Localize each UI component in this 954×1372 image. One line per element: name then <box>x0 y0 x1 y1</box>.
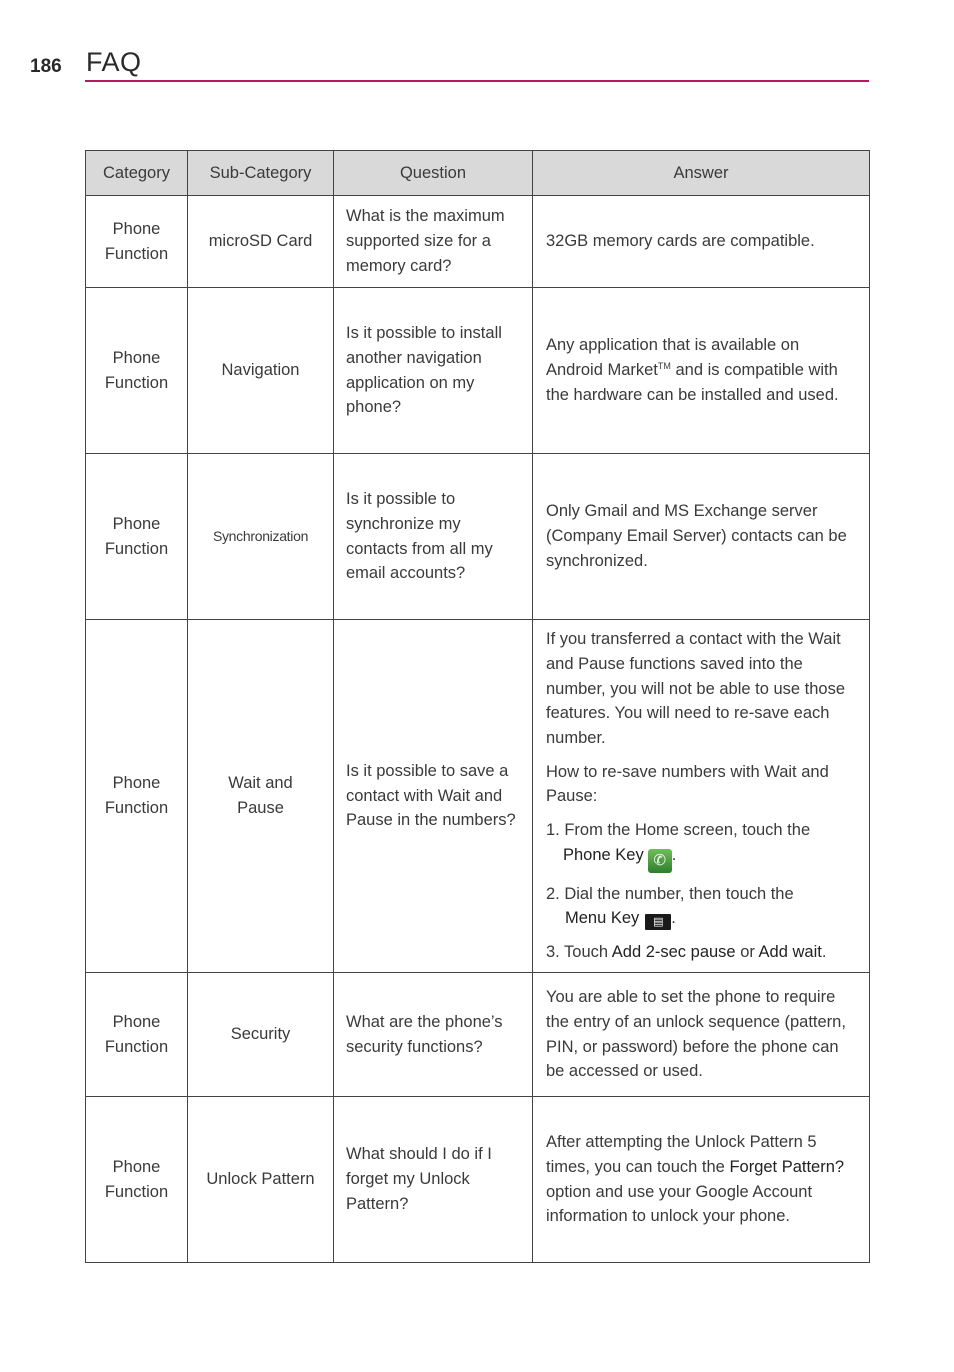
subcategory-line: microSD Card <box>208 232 313 251</box>
step-text: 3. Touch <box>546 943 612 962</box>
subcategory-cell <box>188 454 334 620</box>
category-line: Function <box>104 1037 169 1056</box>
subcategory-line: Navigation <box>221 361 300 380</box>
answer-cell: You are able to set the phone to require the entry of an unlock sequence (pattern, PIN, or password) before the phone can be accessed or used. <box>533 973 870 1097</box>
trademark-mark: TM <box>657 361 671 372</box>
step-key-line <box>546 906 857 931</box>
table-row <box>86 1097 870 1263</box>
column-header-subcategory: Sub-Category <box>188 151 334 196</box>
category-line: Function <box>104 373 169 392</box>
option-label: Forget Pattern? <box>729 1157 845 1176</box>
page-number: 186 <box>30 56 62 77</box>
category-line: Phone <box>112 774 161 793</box>
table-row <box>86 454 870 620</box>
subcategory-line: Pause <box>237 799 284 817</box>
menu-key-label: Menu Key <box>565 909 640 928</box>
question-cell: What are the phone’s security functions? <box>334 973 533 1097</box>
instruction-step <box>546 882 857 931</box>
answer-cell <box>533 1097 870 1263</box>
answer-text: and is compatible with the hardware can be installed and used. <box>546 361 839 404</box>
step-text: 1. From the Home screen, touch the <box>546 821 811 840</box>
answer-text: option and use your Google Account information to unlock your phone. <box>546 1182 813 1226</box>
phone-key-label: Phone Key <box>563 845 644 864</box>
step-end: . <box>671 845 677 864</box>
category-line: Function <box>104 539 169 558</box>
answer-text: After attempting the Unlock Pattern 5 times, you can touch the <box>546 1133 817 1176</box>
column-header-question: Question <box>334 151 533 196</box>
question-cell: Is it possible to save a contact with Wait and Pause in the numbers? <box>334 620 533 973</box>
subcategory-cell <box>188 196 334 288</box>
page-title: FAQ <box>86 47 142 77</box>
instruction-step <box>546 940 857 965</box>
column-header-category: Category <box>86 151 188 196</box>
step-text: or <box>735 943 759 962</box>
category-cell <box>86 288 188 454</box>
subcategory-cell <box>188 620 334 973</box>
page-header <box>0 0 954 90</box>
subcategory-cell <box>188 1097 334 1263</box>
table-header-row <box>86 151 870 196</box>
answer-paragraph: If you transferred a contact with the Wait and Pause functions saved into the number, you will not be able to use those features. You will need to re-save each number. <box>546 630 846 747</box>
question-cell: Is it possible to install another navigation application on my phone? <box>334 288 533 454</box>
category-cell <box>86 620 188 973</box>
answer-cell: 32GB memory cards are compatible. <box>533 196 870 288</box>
answer-cell: Only Gmail and MS Exchange server (Company Email Server) contacts can be synchronized. <box>533 454 870 620</box>
step-end: . <box>821 943 827 962</box>
question-cell: What should I do if I forget my Unlock Pattern? <box>334 1097 533 1263</box>
category-line: Phone <box>112 219 161 238</box>
table-row <box>86 196 870 288</box>
category-line: Phone <box>112 1157 161 1176</box>
category-line: Phone <box>112 514 161 533</box>
step-key-line <box>546 843 857 873</box>
step-text: 2. Dial the number, then touch the <box>546 884 794 903</box>
instruction-step <box>546 818 857 873</box>
subcategory-line: Unlock Pattern <box>206 1170 315 1189</box>
table-row <box>86 973 870 1097</box>
title-divider <box>85 80 869 82</box>
question-cell: What is the maximum supported size for a memory card? <box>334 196 533 288</box>
column-header-answer: Answer <box>533 151 870 196</box>
category-line: Function <box>104 1182 169 1201</box>
subcategory-line: Security <box>230 1025 291 1044</box>
answer-text: Any application that is available on Android Market <box>546 336 800 380</box>
answer-cell <box>533 288 870 454</box>
option-label: Add wait <box>758 943 822 962</box>
faq-table <box>85 150 870 1263</box>
category-cell <box>86 196 188 288</box>
option-label: Add 2-sec pause <box>611 943 736 962</box>
category-line: Phone <box>112 348 161 367</box>
subcategory-cell <box>188 973 334 1097</box>
phone-key-icon: ✆ <box>648 849 672 873</box>
category-cell <box>86 973 188 1097</box>
table-row <box>86 288 870 454</box>
subcategory-line: Synchronization <box>212 528 309 545</box>
menu-key-icon: ▤ <box>645 914 671 930</box>
table-row <box>86 620 870 973</box>
question-cell: Is it possible to synchronize my contacts from all my email accounts? <box>334 454 533 620</box>
category-cell <box>86 1097 188 1263</box>
subcategory-cell <box>188 288 334 454</box>
category-line: Function <box>104 244 169 263</box>
answer-cell <box>533 620 870 973</box>
subcategory-line: Wait and <box>228 774 293 793</box>
answer-paragraph: How to re-save numbers with Wait and Pause: <box>546 762 829 806</box>
step-end: . <box>671 909 676 928</box>
category-line: Function <box>104 799 169 817</box>
category-cell <box>86 454 188 620</box>
category-line: Phone <box>112 1012 161 1031</box>
